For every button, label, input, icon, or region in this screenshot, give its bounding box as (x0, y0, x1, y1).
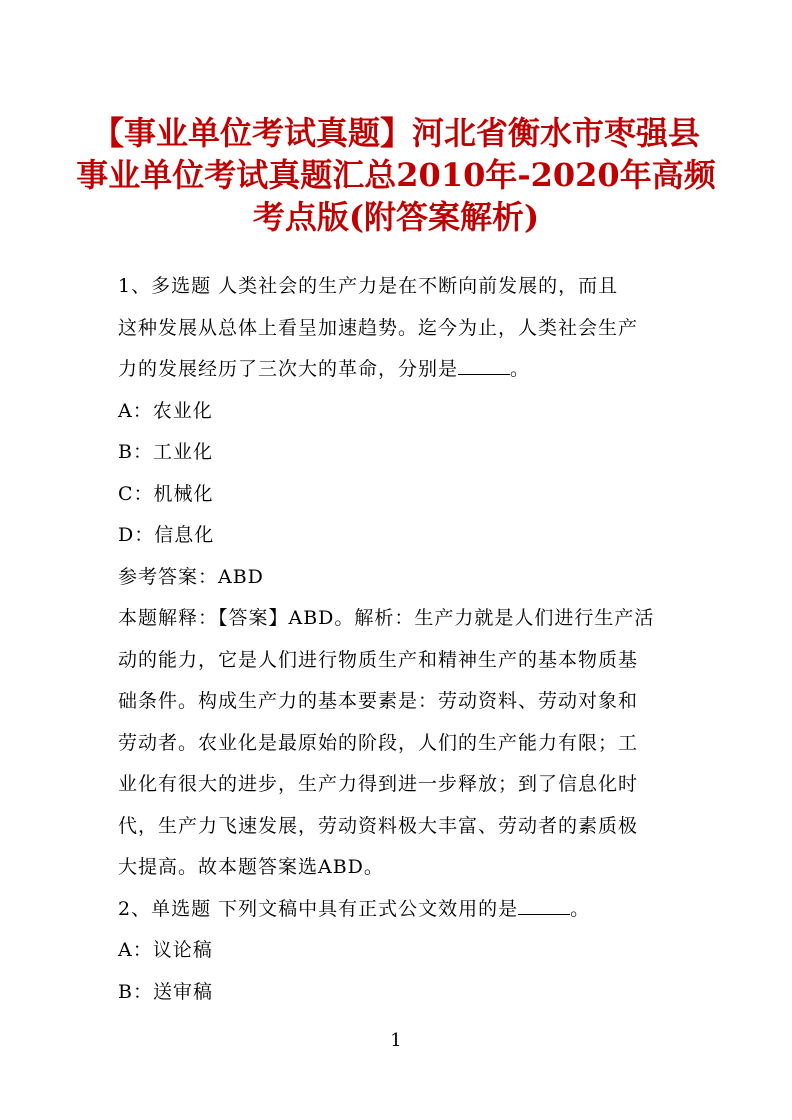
q1-stem-line-1: 1、多选题 人类社会的生产力是在不断向前发展的，而且 (118, 275, 619, 297)
q1-explanation-line-3: 础条件。构成生产力的基本要素是：劳动资料、劳动对象和 (118, 690, 639, 712)
q2-stem-end: 。 (570, 897, 591, 920)
page-number: 1 (390, 1030, 402, 1051)
q2-option-a: A：议论稿 (118, 939, 213, 961)
q1-stem-line-3 (118, 349, 678, 391)
title-line-3: 考点版(附答案解析) (252, 198, 540, 236)
document-title (0, 112, 792, 238)
q1-option-b: B：工业化 (118, 441, 213, 463)
q1-stem-line-2: 这种发展从总体上看呈加速趋势。迄今为止，人类社会生产 (118, 316, 639, 339)
q1-answer-blank (458, 355, 510, 375)
q1-option-c: C：机械化 (118, 482, 214, 505)
q2-answer-blank (518, 895, 570, 915)
q2-stem-text: 2、单选题 下列文稿中具有正式公文效用的是 (118, 897, 519, 920)
q1-explanation-line-4: 劳动者。农业化是最原始的阶段，人们的生产能力有限；工 (118, 731, 639, 754)
q2-option-b: B：送审稿 (118, 980, 213, 1003)
q1-explanation-line-6: 代，生产力飞速发展，劳动资料极大丰富、劳动者的素质极 (118, 814, 639, 837)
q2-stem (118, 889, 678, 931)
q1-explanation-line-5: 业化有很大的进步，生产力得到进一步释放；到了信息化时 (118, 773, 639, 795)
q1-stem-text: 力的发展经历了三次大的革命，分别是 (118, 358, 459, 380)
q1-explanation-line-1: 本题解释：【答案】ABD。解析：生产力就是人们进行生产活 (118, 607, 655, 629)
q1-reference-answer: 参考答案：ABD (118, 565, 264, 588)
q1-explanation-line-2: 动的能力，它是人们进行物质生产和精神生产的基本物质基 (118, 648, 639, 671)
q1-option-a: A：农业化 (118, 399, 213, 422)
q1-option-d: D：信息化 (118, 524, 215, 546)
q1-stem-end: 。 (510, 358, 531, 380)
q1-explanation-line-7: 大提高。故本题答案选ABD。 (118, 856, 384, 878)
title-line-1: 【事业单位考试真题】河北省衡水市枣强县 (91, 114, 700, 152)
title-line-2: 事业单位考试真题汇总2010年-2020年高频 (76, 156, 716, 194)
document-body (118, 266, 678, 1013)
